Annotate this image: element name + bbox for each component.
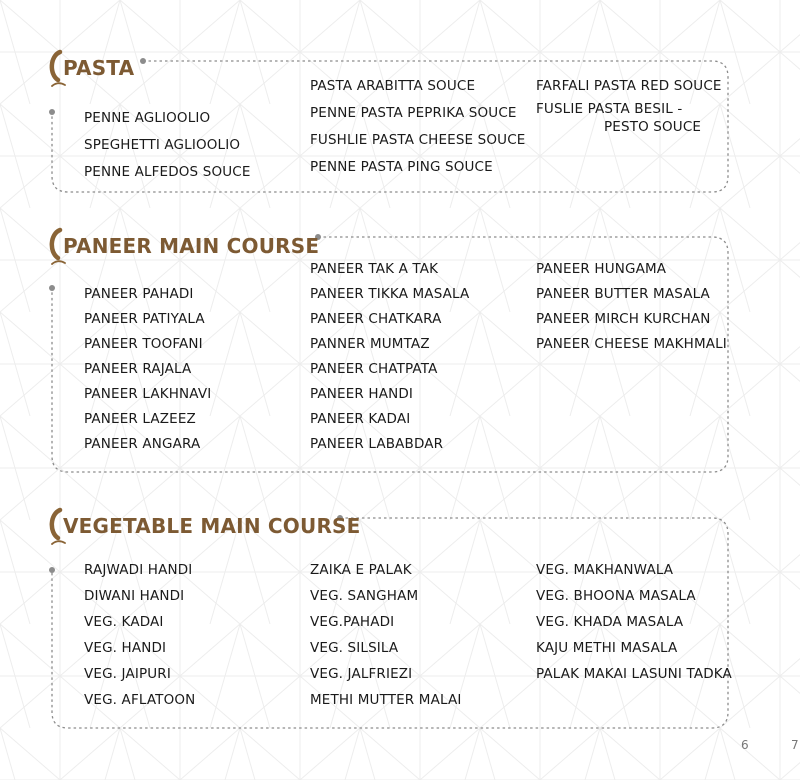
menu-item: PANEER BUTTER MASALA [536, 286, 710, 302]
menu-item: VEG. KADAI [84, 614, 164, 630]
menu-column [84, 557, 195, 713]
menu-item: VEG. KHADA MASALA [536, 614, 684, 630]
menu-item: ZAIKA E PALAK [310, 562, 412, 578]
section-title: PASTA [63, 56, 135, 80]
menu-item: PANEER LAZEEZ [84, 411, 196, 427]
menu-item: PENNE PASTA PING SOUCE [310, 159, 493, 175]
menu-item: PANEER ANGARA [84, 436, 201, 452]
menu-item: PANEER HUNGAMA [536, 261, 667, 277]
menu-item: VEG. JALFRIEZI [310, 666, 413, 682]
menu-item: METHI MUTTER MALAI [310, 692, 462, 708]
menu-item: FUSHLIE PASTA CHEESE SOUCE [310, 132, 526, 148]
menu-item: VEG. SANGHAM [310, 588, 419, 604]
menu-item: VEG. BHOONA MASALA [536, 588, 696, 604]
menu-item: PENNE ALFEDOS SOUCE [84, 164, 251, 180]
menu-item: VEG. SILSILA [310, 640, 399, 656]
menu-item: SPEGHETTI AGLIOOLIO [84, 137, 241, 153]
menu-item: RAJWADI HANDI [84, 562, 193, 578]
menu-item: PANEER MIRCH KURCHAN [536, 311, 711, 327]
menu-item: PANEER TOOFANI [84, 336, 203, 352]
menu-item: DIWANI HANDI [84, 588, 185, 604]
frame-end-dot [49, 567, 55, 573]
menu-item: PENNE AGLIOOLIO [84, 110, 211, 126]
menu-item: PASTA ARABITTA SOUCE [310, 78, 476, 94]
menu-item: PANEER CHATKARA [310, 311, 442, 327]
section-heading [46, 506, 361, 548]
menu-item: VEG. AFLATOON [84, 692, 196, 708]
menu-item: PANEER RAJALA [84, 361, 192, 377]
menu-item: PANEER KADAI [310, 411, 411, 427]
menu-item: PANEER LABABDAR [310, 436, 444, 452]
menu-item: PANEER PAHADI [84, 286, 194, 302]
page-number-right: 7 [791, 738, 799, 752]
menu-item: FARFALI PASTA RED SOUCE [536, 78, 722, 94]
menu-item: KAJU METHI MASALA [536, 640, 678, 656]
section-title: PANEER MAIN COURSE [63, 234, 320, 258]
menu-item-continuation: PESTO SOUCE [604, 119, 702, 135]
page-number-left: 6 [741, 738, 749, 752]
menu-item: PANEER CHEESE MAKHMALI [536, 336, 727, 352]
menu-item: PANEER TAK A TAK [310, 261, 439, 277]
menu-column [310, 557, 461, 713]
section-title: VEGETABLE MAIN COURSE [63, 514, 361, 538]
menu-column [536, 557, 732, 687]
menu-item-line: FUSLIE PASTA BESIL - [536, 101, 683, 117]
menu-item: VEG. HANDI [84, 640, 167, 656]
menu-item: PANNER MUMTAZ [310, 336, 430, 352]
menu-item: PENNE PASTA PEPRIKA SOUCE [310, 105, 517, 121]
menu-item: PALAK MAKAI LASUNI TADKA [536, 666, 732, 682]
menu-item: VEG. JAIPURI [84, 666, 171, 682]
menu-item: PANEER HANDI [310, 386, 414, 402]
menu-item: VEG.PAHADI [310, 614, 395, 630]
menu-item: PANEER CHATPATA [310, 361, 438, 377]
menu-item: PANEER LAKHNAVI [84, 386, 212, 402]
menu-item: PANEER TIKKA MASALA [310, 286, 470, 302]
menu-item: PANEER PATIYALA [84, 311, 205, 327]
menu-item: VEG. MAKHANWALA [536, 562, 674, 578]
